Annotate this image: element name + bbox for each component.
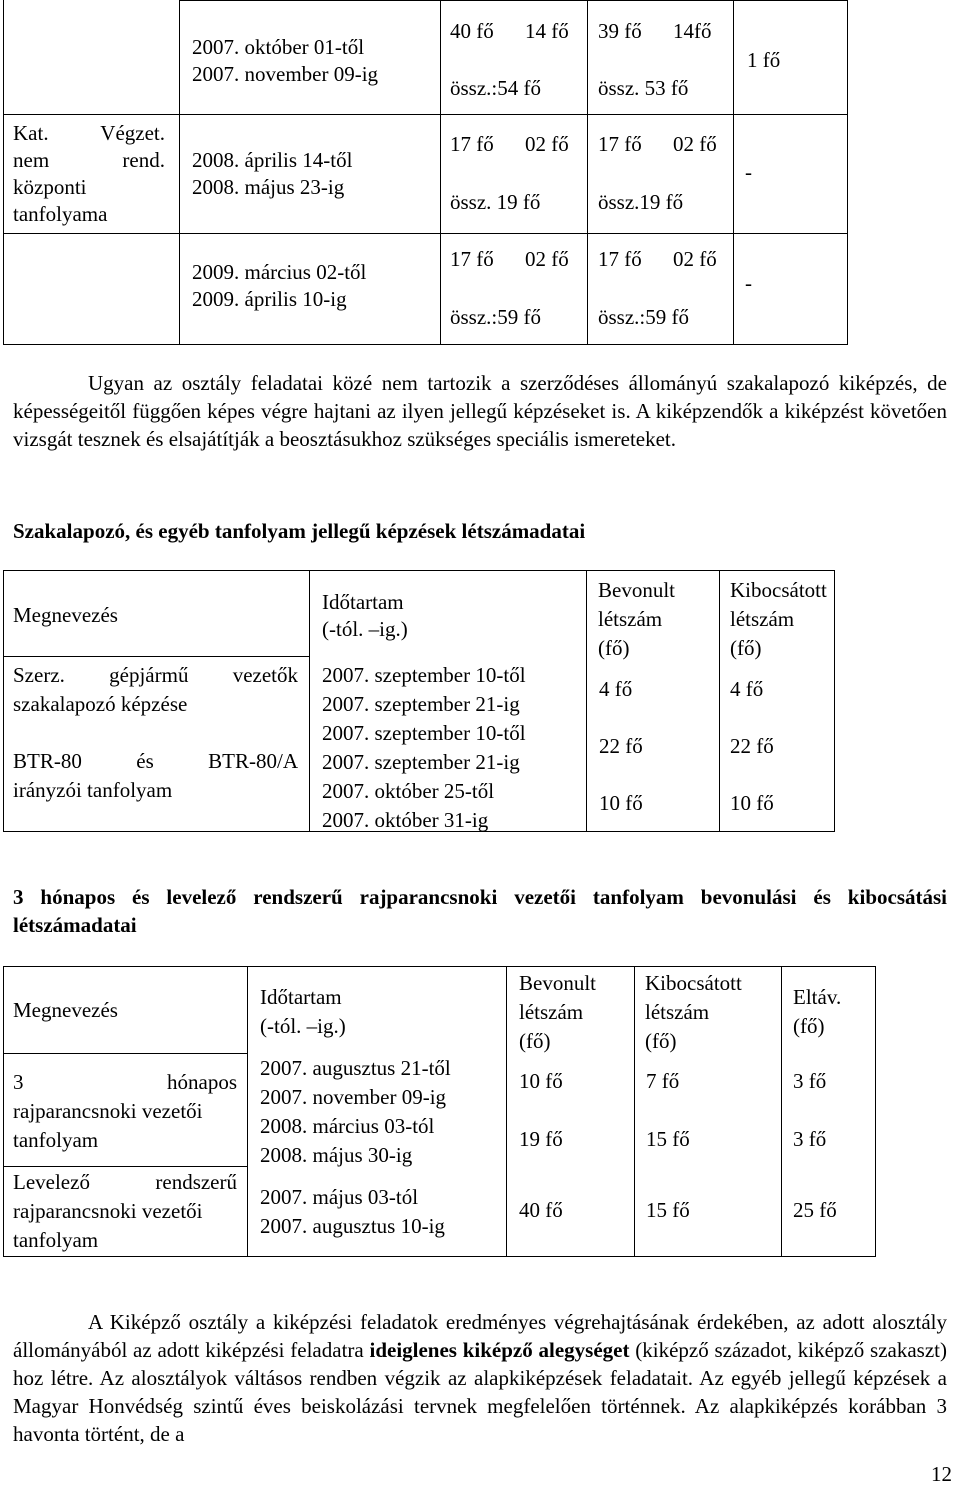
rule xyxy=(781,966,782,1257)
period-line: 2008. március 03-tól xyxy=(260,1114,435,1138)
total: össz.:54 fő xyxy=(450,76,541,100)
value-out: 4 fő xyxy=(730,677,764,701)
value: - xyxy=(745,160,752,184)
rule xyxy=(247,966,248,1257)
word: tanfolyam xyxy=(13,1228,99,1252)
label-word: Kat. xyxy=(13,121,49,145)
header-line: (fő) xyxy=(645,1029,677,1053)
period-start: 2009. március 02-től xyxy=(192,260,367,284)
rule xyxy=(3,570,835,571)
value: - xyxy=(745,271,752,295)
value-in: 40 fő xyxy=(519,1198,563,1222)
total: össz. 19 fő xyxy=(450,190,541,214)
period-end: 2009. április 10-ig xyxy=(192,287,347,311)
count: 14 fő xyxy=(525,19,569,43)
t1-cell-label-r1 xyxy=(3,0,180,115)
t1-cell-b-r1 xyxy=(587,0,734,115)
paragraph-2 xyxy=(13,1308,947,1448)
header-line: létszám xyxy=(645,1000,710,1024)
t1-cell-last-r3 xyxy=(733,233,848,345)
rule xyxy=(3,1053,248,1054)
header-in xyxy=(519,969,596,1056)
value-in: 19 fő xyxy=(519,1127,563,1151)
t1-cell-last-r1 xyxy=(733,0,848,115)
t1-cell-a-r3 xyxy=(440,233,588,345)
periods-2 xyxy=(260,1183,445,1241)
paragraph-2-text-end: (kiképző századot, kiképző szakaszt) hoz létre. Az alosztályok váltásos rendben végzik az alapkiképzések feladatait. Az egyéb jellegű képzések a Magyar Honvédség szintű éves beiskolázási tervnek megfelelően történnek. Az alapkiképzés korábban 3 havonta történt, de a xyxy=(13,1338,947,1446)
count: 02 fő xyxy=(673,132,717,156)
value-out: 7 fő xyxy=(646,1069,680,1093)
word: 3 xyxy=(13,1070,24,1094)
rule xyxy=(3,1256,876,1257)
header-line: Bevonult xyxy=(519,971,596,995)
header-line: (fő) xyxy=(793,1014,825,1038)
header-line: létszám xyxy=(519,1000,584,1024)
value-out: 15 fő xyxy=(646,1127,690,1151)
period-line: 2007. szeptember 10-től xyxy=(322,721,526,745)
period-line: 2007. október 31-ig xyxy=(322,808,489,832)
value-gone: 3 fő xyxy=(793,1127,827,1151)
rule xyxy=(834,570,835,832)
paragraph-2-text: A Kiképző osztály a kiképzési feladatok eredményes végrehajtásának érdekében, az adott alosztály állományából az adott kiképzési feladatra xyxy=(13,1310,947,1362)
t1-cell-a-r1 xyxy=(440,0,588,115)
header-line: Kibocsátott xyxy=(645,971,742,995)
word: szakalapozó képzése xyxy=(13,692,188,716)
word: Levelező xyxy=(13,1170,90,1194)
value-gone: 25 fő xyxy=(793,1198,837,1222)
period-end: 2008. május 23-ig xyxy=(192,175,345,199)
rule xyxy=(309,570,310,832)
t1-cell-dates-r3 xyxy=(179,233,441,345)
count: 17 fő xyxy=(598,247,642,271)
header-line: (fő) xyxy=(730,636,762,660)
total: össz.:59 fő xyxy=(450,305,541,329)
label-word: tanfolyama xyxy=(13,202,108,226)
rule xyxy=(719,570,720,832)
t1-cell-dates-r2 xyxy=(179,114,441,234)
word: vezetők xyxy=(232,663,298,687)
value-out: 22 fő xyxy=(730,734,774,758)
header-gone xyxy=(793,983,841,1041)
t1-cell-b-r3 xyxy=(587,233,734,345)
word: BTR-80/A xyxy=(208,749,298,773)
word: Szerz. xyxy=(13,663,65,687)
count: 17 fő xyxy=(450,132,494,156)
row-name-1 xyxy=(13,661,298,719)
rule xyxy=(506,966,507,1257)
header-line: Eltáv. xyxy=(793,985,842,1009)
count: 17 fő xyxy=(450,247,494,271)
rule xyxy=(3,966,4,1257)
word: és xyxy=(136,749,154,773)
rule xyxy=(3,570,4,832)
header-line: (fő) xyxy=(598,636,630,660)
t1-cell-dates-r1 xyxy=(179,0,441,115)
header-out xyxy=(645,969,742,1056)
count: 17 fő xyxy=(598,132,642,156)
row-name-1 xyxy=(13,1068,237,1155)
value-out: 10 fő xyxy=(730,791,774,815)
period-line: 2007. október 25-től xyxy=(322,779,495,803)
header-line: Kibocsátott xyxy=(730,578,827,602)
header-in xyxy=(598,576,675,663)
label-word: Végzet. xyxy=(100,121,165,145)
header-line: Bevonult xyxy=(598,578,675,602)
t1-cell-label-r3 xyxy=(3,233,180,345)
header-line: létszám xyxy=(598,607,663,631)
value-in: 22 fő xyxy=(599,734,643,758)
total: össz.19 fő xyxy=(598,190,684,214)
period-line: 2008. május 30-ig xyxy=(260,1143,413,1167)
t1-cell-a-r2 xyxy=(440,114,588,234)
paragraph-2-bold: ideiglenes kiképző alegységet xyxy=(369,1338,630,1362)
count: 02 fő xyxy=(673,247,717,271)
paragraph-1: Ugyan az osztály feladatai közé nem tartozik a szerződéses állományú szakalapozó kiképzés, de képességeitől függően képes végre hajtani az ilyen jellegű képzéseket is. A kiképzendők a kiképzést követően vizsgát tesznek és elsajátítják a beosztásukhoz szükséges speciális ismereteket. xyxy=(13,371,947,451)
period-line: 2007. augusztus 10-ig xyxy=(260,1214,445,1238)
value-in: 10 fő xyxy=(599,791,643,815)
rule xyxy=(3,656,310,657)
count: 02 fő xyxy=(525,132,569,156)
header-line: Időtartam xyxy=(260,985,342,1009)
word: rajparancsnoki vezetői xyxy=(13,1199,203,1223)
period-start: 2008. április 14-től xyxy=(192,148,353,172)
header-line: Időtartam xyxy=(322,590,404,614)
word: BTR-80 xyxy=(13,749,82,773)
rule xyxy=(3,1166,248,1167)
section-heading-2: Szakalapozó, és egyéb tanfolyam jellegű képzések létszámadatai xyxy=(13,519,586,543)
count: 14fő xyxy=(673,19,712,43)
t1-cell-last-r2 xyxy=(733,114,848,234)
label-word: rend. xyxy=(122,148,165,172)
period-line: 2007. szeptember 10-től xyxy=(322,663,526,687)
period-line: 2007. november 09-ig xyxy=(260,1085,447,1109)
row-name-2 xyxy=(13,1168,237,1255)
count: 40 fő xyxy=(450,19,494,43)
value-in: 4 fő xyxy=(599,677,633,701)
page-number: 12 xyxy=(931,1462,952,1486)
word: rendszerű xyxy=(155,1170,237,1194)
word: tanfolyam xyxy=(13,1128,99,1152)
value-gone: 3 fő xyxy=(793,1069,827,1093)
header-line: (-tól. –ig.) xyxy=(260,1014,346,1038)
rule xyxy=(875,966,876,1257)
label-word: központi xyxy=(13,175,87,199)
header-line: létszám xyxy=(730,607,795,631)
word: irányzói tanfolyam xyxy=(13,778,173,802)
word: rajparancsnoki vezetői xyxy=(13,1099,203,1123)
total: össz.:59 fő xyxy=(598,305,689,329)
header-name: Megnevezés xyxy=(13,603,118,627)
header-period xyxy=(260,983,346,1041)
periods xyxy=(260,1054,451,1170)
period-line: 2007. május 03-tól xyxy=(260,1185,419,1209)
t1-cell-label-r2 xyxy=(3,114,180,234)
section-heading-3: 3 hónapos és levelező rendszerű rajparancsnoki vezetői tanfolyam bevonulási és kibocsátási létszámadatai xyxy=(13,885,947,937)
period-start: 2007. október 01-től xyxy=(192,35,365,59)
value: 1 fő xyxy=(747,48,781,72)
period-line: 2007. augusztus 21-től xyxy=(260,1056,451,1080)
header-name: Megnevezés xyxy=(13,998,118,1022)
count: 02 fő xyxy=(525,247,569,271)
rule xyxy=(3,966,876,967)
t1-cell-b-r2 xyxy=(587,114,734,234)
total: össz. 53 fő xyxy=(598,76,689,100)
rule xyxy=(586,570,587,832)
period-end: 2007. november 09-ig xyxy=(192,62,379,86)
header-line: (fő) xyxy=(519,1029,551,1053)
row-name-2 xyxy=(13,747,298,805)
period-line: 2007. szeptember 21-ig xyxy=(322,692,520,716)
periods xyxy=(322,661,526,835)
word: hónapos xyxy=(167,1070,237,1094)
count: 39 fő xyxy=(598,19,642,43)
label-word: nem xyxy=(13,148,50,172)
value-in: 10 fő xyxy=(519,1069,563,1093)
header-out xyxy=(730,576,827,663)
header-period xyxy=(322,589,408,643)
word: gépjármű xyxy=(109,663,189,687)
value-out: 15 fő xyxy=(646,1198,690,1222)
period-line: 2007. szeptember 21-ig xyxy=(322,750,520,774)
header-line: (-tól. –ig.) xyxy=(322,617,408,641)
rule xyxy=(634,966,635,1257)
